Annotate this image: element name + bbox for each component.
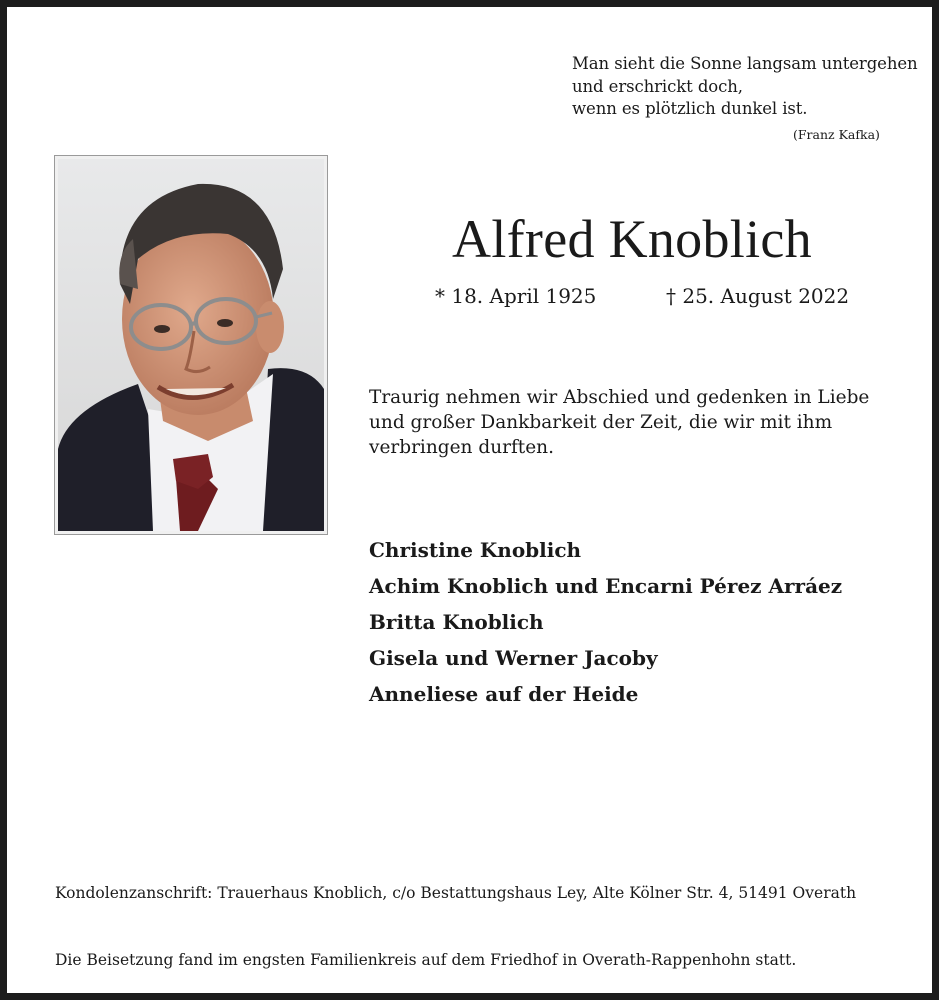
death-date: † 25. August 2022 xyxy=(666,284,850,308)
mourner-name: Gisela und Werner Jacoby xyxy=(369,646,658,670)
quote-author: (Franz Kafka) xyxy=(793,127,880,142)
birth-date: * 18. April 1925 xyxy=(435,284,597,308)
message-line: Traurig nehmen wir Abschied und gedenken in Liebe xyxy=(369,387,870,408)
quote-line: wenn es plötzlich dunkel ist. xyxy=(572,99,808,118)
portrait-photo xyxy=(54,155,328,535)
deceased-name: Alfred Knoblich xyxy=(452,209,812,269)
mourner-name: Achim Knoblich und Encarni Pérez Arráez xyxy=(369,574,843,598)
condolence-address: Kondolenzanschrift: Trauerhaus Knoblich, c/o Bestattungshaus Ley, Alte Kölner Str. 4, 51491 Overath xyxy=(55,884,857,902)
mourner-name: Christine Knoblich xyxy=(369,538,582,562)
quote-line: und erschrickt doch, xyxy=(572,76,743,96)
message-line: verbringen durften. xyxy=(369,437,554,458)
mourners-list xyxy=(369,532,842,712)
mourner-name: Anneliese auf der Heide xyxy=(369,682,639,706)
portrait-image xyxy=(58,159,324,531)
burial-notice: Die Beisetzung fand im engsten Familienkreis auf dem Friedhof in Overath-Rappenhohn statt. xyxy=(55,951,797,969)
mourner-name: Britta Knoblich xyxy=(369,610,544,634)
mourning-message xyxy=(369,385,869,460)
quote-line: Man sieht die Sonne langsam untergehen xyxy=(572,54,918,73)
message-line: und großer Dankbarkeit der Zeit, die wir mit ihm xyxy=(369,412,833,433)
quote xyxy=(572,53,918,121)
